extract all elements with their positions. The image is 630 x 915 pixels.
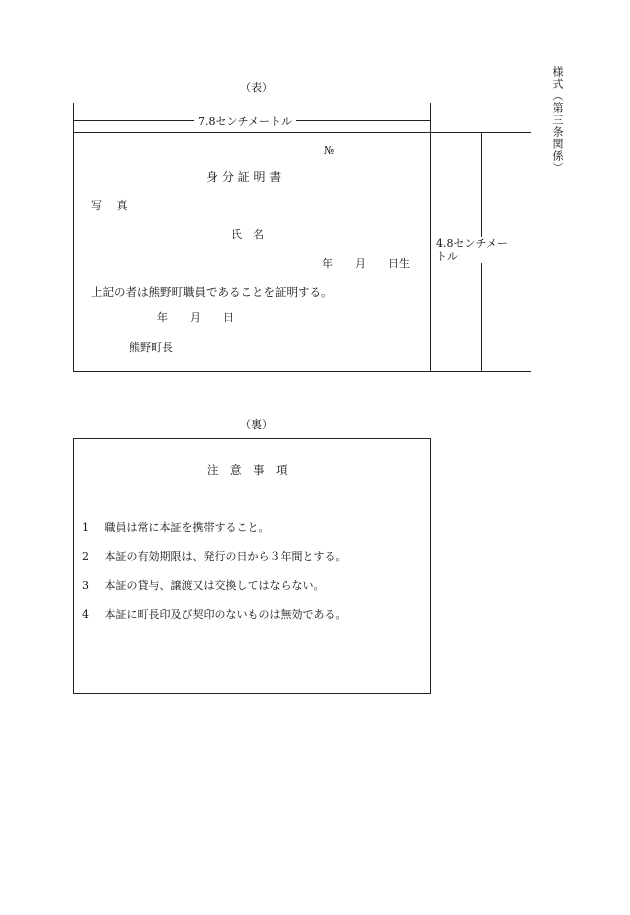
front-heading: （表） xyxy=(240,81,273,94)
issuer: 熊野町長 xyxy=(129,341,173,354)
notes-title: 注 意 事 項 xyxy=(207,463,288,477)
photo-label: 写 真 xyxy=(91,199,128,212)
issue-date: 年 月 日 xyxy=(157,311,234,324)
height-dim-line2: トル xyxy=(436,250,458,263)
card-title: 身 分 証 明 書 xyxy=(206,170,282,184)
item-text: 本証の有効期限は、発行の日から３年間とする。 xyxy=(104,550,347,563)
list-item xyxy=(82,577,325,593)
dim-tick-right xyxy=(430,103,431,133)
certify-text: 上記の者は熊野町職員であることを証明する。 xyxy=(91,285,333,299)
name-label: 氏 名 xyxy=(231,228,264,241)
birth-date: 年 月 日生 xyxy=(322,257,410,270)
back-heading: （裏） xyxy=(240,418,273,431)
item-text: 職員は常に本証を携帯すること。 xyxy=(104,521,270,534)
item-number: 1 xyxy=(82,521,89,534)
item-text: 本証に町長印及び契印のないものは無効である。 xyxy=(104,608,347,621)
item-text: 本証の貸与、譲渡又は交換してはならない。 xyxy=(104,579,325,592)
item-number: 3 xyxy=(82,579,89,592)
width-dimension-label: 7.8センチメートル xyxy=(194,113,296,129)
form-number-label: 様式（第三条関係） xyxy=(551,66,564,174)
item-number: 2 xyxy=(82,550,89,563)
height-dim-line1: 4.8センチメー xyxy=(436,237,509,250)
number-label: № xyxy=(324,144,335,157)
height-dimension-label xyxy=(436,237,528,263)
item-number: 4 xyxy=(82,608,89,621)
list-item xyxy=(82,548,347,564)
list-item xyxy=(82,519,270,535)
list-item xyxy=(82,606,347,622)
dim-tick-left xyxy=(73,103,74,133)
